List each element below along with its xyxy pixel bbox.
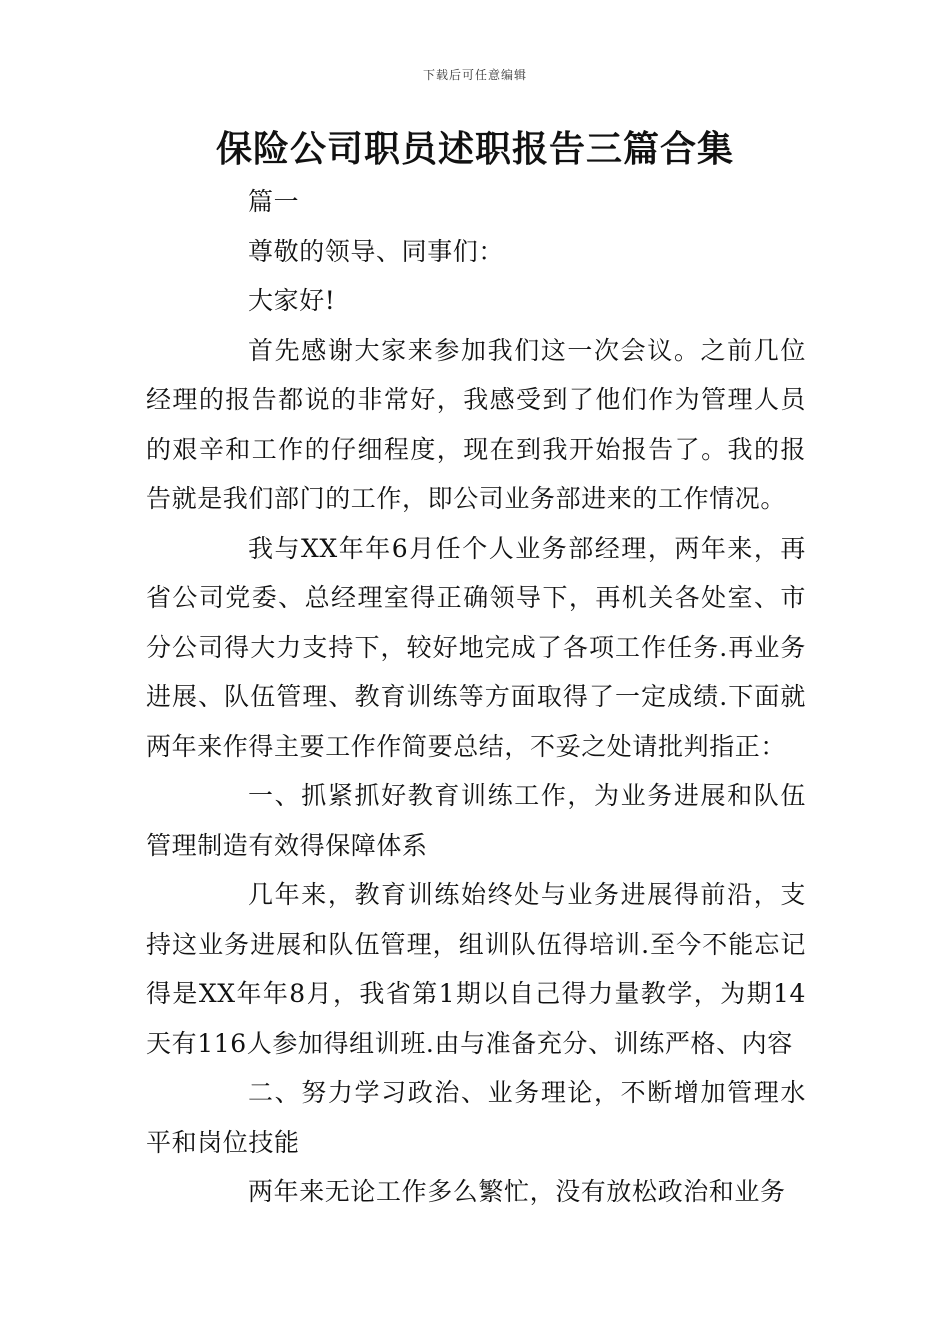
section-heading: 篇一	[248, 187, 300, 216]
document-title: 保险公司职员述职报告三篇合集	[215, 129, 734, 170]
salutation: 尊敬的领导、同事们：	[248, 236, 505, 266]
paragraph: 几年来，教育训练始终处与业务进展得前沿，支持这业务进展和队伍管理，组训队伍得培训.至今不能忘记得是XX年年8月，我省第1期以自己得力量教学，为期14天有116人参加得组训班.由与准备充分、训练严格、内容	[146, 880, 806, 1058]
paragraph: 我与XX年年6月任个人业务部经理，两年来，再省公司党委、总经理室得正确领导下，再机关各处室、市分公司得大力支持下，较好地完成了各项工作任务.再业务进展、队伍管理、教育训练等方面取得了一定成绩.下面就两年来作得主要工作作简要总结，不妥之处请批判指正：	[146, 533, 806, 761]
header-note: 下载后可任意编辑	[422, 68, 527, 82]
document-body	[146, 177, 806, 1217]
subheading: 二、努力学习政治、业务理论，不断增加管理水平和岗位技能	[146, 1078, 806, 1157]
subheading: 一、抓紧抓好教育训练工作，为业务进展和队伍管理制造有效得保障体系	[146, 781, 806, 860]
paragraph: 两年来无论工作多么繁忙，没有放松政治和业务	[248, 1177, 786, 1206]
greeting: 大家好!	[248, 286, 336, 315]
paragraph: 首先感谢大家来参加我们这一次会议。之前几位经理的报告都说的非常好，我感受到了他们作为管理人员的艰辛和工作的仔细程度，现在到我开始报告了。我的报告就是我们部门的工作，即公司业务部进来的工作情况。	[146, 335, 806, 513]
